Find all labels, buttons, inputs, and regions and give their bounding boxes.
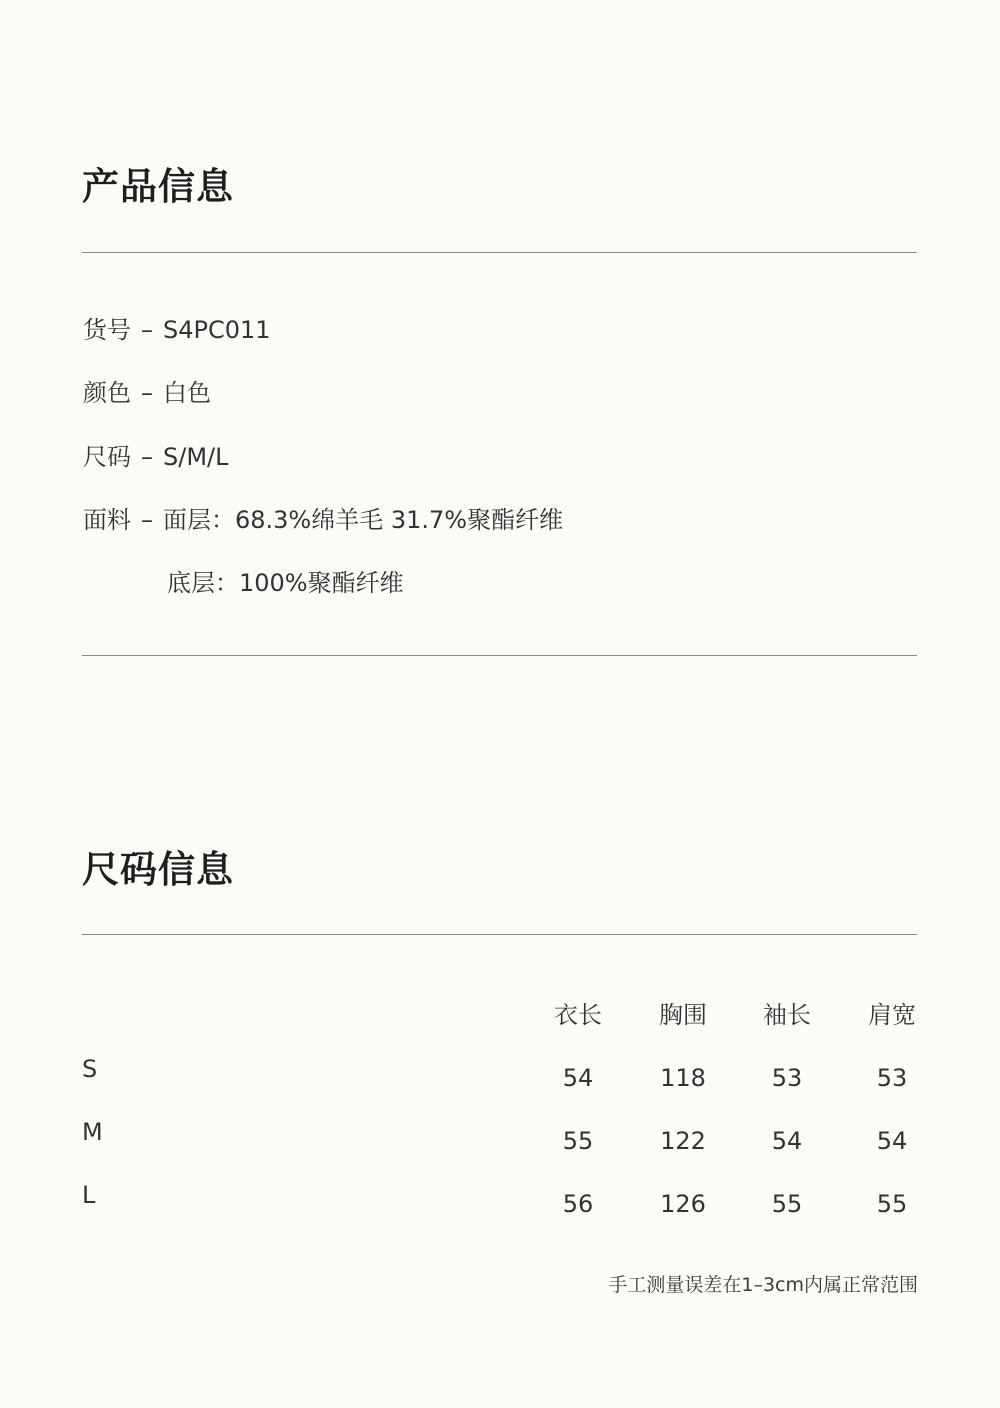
info-row-fabric-lining: 底层：100%聚酯纤维 <box>167 569 404 597</box>
size-info-title: 尺码信息 <box>82 848 234 891</box>
size-label-m: M <box>82 1118 103 1146</box>
table-cell: 55 <box>771 1190 803 1218</box>
info-label: 面料 <box>83 506 131 534</box>
info-value: 白色 <box>163 379 211 407</box>
divider <box>82 655 917 656</box>
info-row-color <box>83 381 211 405</box>
column-header-length: 衣长 <box>554 1001 602 1029</box>
info-value: 面层：68.3%绵羊毛 31.7%聚酯纤维 <box>163 506 564 534</box>
divider <box>82 252 917 253</box>
table-cell: 55 <box>562 1127 594 1155</box>
size-label-s: S <box>82 1055 98 1083</box>
table-cell: 122 <box>660 1127 706 1155</box>
table-cell: 54 <box>876 1127 908 1155</box>
info-label: 尺码 <box>83 443 131 471</box>
info-row-fabric <box>83 508 563 532</box>
info-row-size <box>83 445 228 469</box>
table-cell: 126 <box>660 1190 706 1218</box>
info-separator: – <box>141 316 153 344</box>
info-label: 颜色 <box>83 379 131 407</box>
info-label: 货号 <box>83 316 131 344</box>
info-value: S4PC011 <box>163 316 271 344</box>
table-cell: 53 <box>771 1064 803 1092</box>
info-separator: – <box>141 379 153 407</box>
table-cell: 54 <box>771 1127 803 1155</box>
table-cell: 53 <box>876 1064 908 1092</box>
table-cell: 55 <box>876 1190 908 1218</box>
divider <box>82 934 917 935</box>
info-row-item-number <box>83 318 271 342</box>
table-cell: 56 <box>562 1190 594 1218</box>
table-cell: 118 <box>660 1064 706 1092</box>
info-separator: – <box>141 506 153 534</box>
info-value: S/M/L <box>163 443 229 471</box>
column-header-shoulder: 肩宽 <box>868 1001 916 1029</box>
column-header-sleeve: 袖长 <box>763 1001 811 1029</box>
column-header-chest: 胸围 <box>659 1001 707 1029</box>
measurement-note: 手工测量误差在1–3cm内属正常范围 <box>608 1274 918 1296</box>
info-separator: – <box>141 443 153 471</box>
table-cell: 54 <box>562 1064 594 1092</box>
size-label-l: L <box>82 1181 96 1209</box>
product-info-title: 产品信息 <box>82 165 234 208</box>
